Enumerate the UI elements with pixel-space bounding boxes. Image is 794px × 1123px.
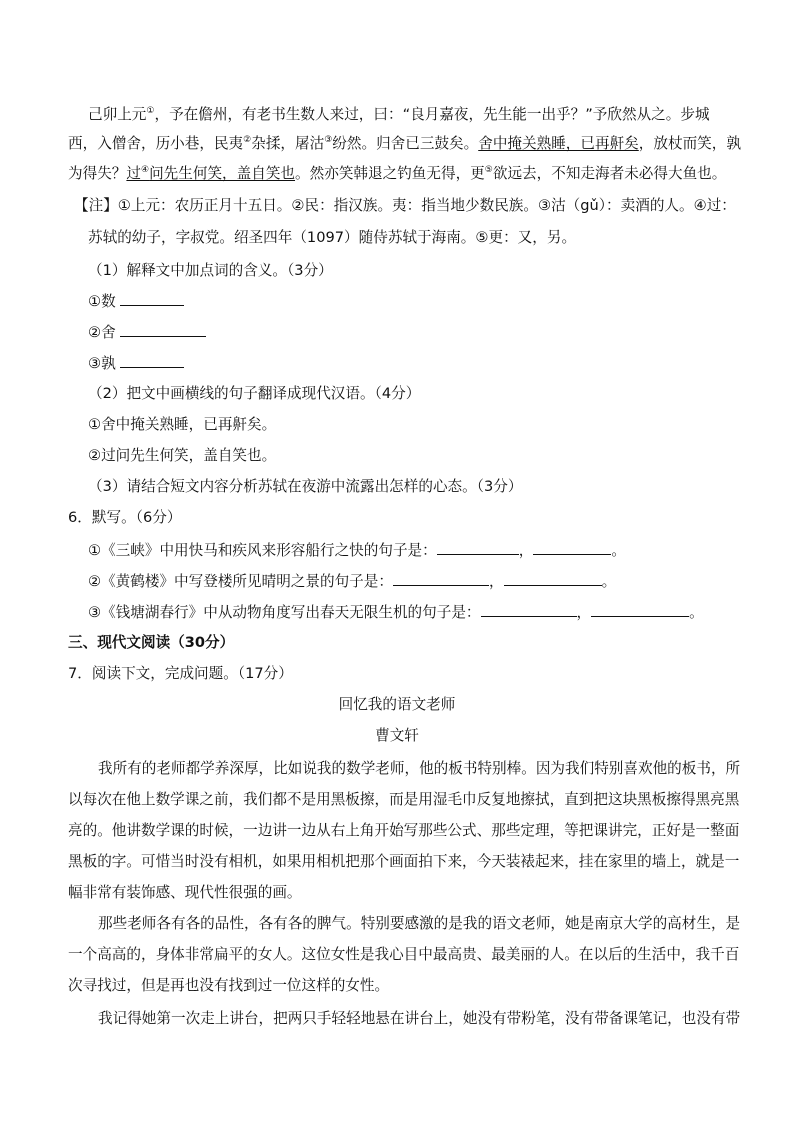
classical-line-3: 为得失？过④问先生何笑，盖自笑也。然亦笑韩退之钓鱼无得，更⑤欲远去，不知走海者未必得大鱼也。 bbox=[68, 165, 727, 182]
answer-blank[interactable] bbox=[393, 571, 489, 586]
classical-line-2: 西，入僧舍，历小巷，民夷②杂揉，屠沽③纷然。归舍已三鼓矣。舍中掩关熟睡，已再鼾矣，放杖而笑，孰 bbox=[68, 135, 741, 152]
paragraph-line: 我所有的老师都学养深厚，比如说我的数学老师，他的板书特别棒。因为我们特别喜欢他的板书，所 bbox=[98, 760, 741, 777]
underlined-sentence-2: 过④问先生何笑，盖自笑也 bbox=[126, 165, 296, 182]
paragraph-line: 幅非常有装饰感、现代性很强的画。 bbox=[68, 884, 302, 901]
question-1: （1）解释文中加点词的含义。（3分） bbox=[88, 262, 333, 279]
question-6b: ②《黄鹤楼》中写登楼所见晴明之景的句子是： ， 。 bbox=[88, 573, 617, 590]
paragraph-line: 那些老师各有各的品性，各有各的脾气。特别要感激的是我的语文老师，她是南京大学的高材生，是 bbox=[98, 915, 741, 932]
paragraph-line: 黑板的字。可惜当时没有相机，如果用相机把那个画面拍下来，今天装裱起来，挂在家里的墙上，就是一 bbox=[68, 853, 740, 870]
answer-blank[interactable] bbox=[437, 540, 519, 555]
answer-blank[interactable] bbox=[481, 602, 577, 617]
section-heading: 三、现代文阅读（30分） bbox=[68, 634, 235, 651]
article-title: 回忆我的语文老师 bbox=[338, 696, 456, 713]
article-author: 曹文轩 bbox=[375, 727, 419, 744]
answer-blank[interactable] bbox=[591, 602, 689, 617]
question-1c: ③孰 bbox=[88, 353, 184, 374]
question-6c: ③《钱塘湖春行》中从动物角度写出春天无限生机的句子是： ， 。 bbox=[88, 604, 704, 621]
paragraph-line: 以每次在他上数学课之前，我们都不是用黑板擦，而是用湿毛巾反复地擦拭，直到把这块黑板擦得黑亮黑 bbox=[68, 791, 740, 808]
question-6a: ①《三峡》中用快马和疾风来形容船行之快的句子是： ， 。 bbox=[88, 542, 626, 559]
underlined-sentence-1: 舍中掩关熟睡，已再鼾矣 bbox=[478, 135, 639, 152]
paragraph-line: 一个高高的，身体非常扁平的女人。这位女性是我心目中最高贵、最美丽的人。在以后的生活中，我千百 bbox=[68, 946, 740, 963]
answer-blank[interactable] bbox=[120, 353, 184, 368]
question-2a: ①舍中掩关熟睡，已再鼾矣。 bbox=[88, 416, 277, 433]
answer-blank[interactable] bbox=[120, 322, 206, 337]
question-6: 6．默写。（6分） bbox=[68, 509, 182, 526]
paragraph-line: 我记得她第一次走上讲台，把两只手轻轻地悬在讲台上，她没有带粉笔，没有带备课笔记，也没有带 bbox=[98, 1010, 741, 1027]
answer-blank[interactable] bbox=[533, 540, 611, 555]
annotation-line-1: 【注】①上元：农历正月十五日。②民：指汉族。夷：指当地少数民族。③沽（gǔ）：卖酒的人。④过： bbox=[74, 197, 736, 214]
question-2: （2）把文中画横线的句子翻译成现代汉语。（4分） bbox=[88, 385, 421, 402]
answer-blank[interactable] bbox=[120, 291, 184, 306]
question-7: 7．阅读下文，完成问题。（17分） bbox=[68, 665, 293, 682]
annotation-line-2: 苏轼的幼子，字叔党。绍圣四年（1097）随侍苏轼于海南。⑤更：又，另。 bbox=[88, 229, 577, 246]
paragraph-line: 亮的。他讲数学课的时候，一边讲一边从右上角开始写那些公式、那些定理，等把课讲完，正好是一整面 bbox=[68, 822, 740, 839]
classical-line-1: 己卯上元①，予在儋州，有老书生数人来过，曰：“良月嘉夜，先生能一出乎？”予欣然从之。步城 bbox=[88, 106, 710, 123]
paragraph-line: 次寻找过，但是再也没有找到过一位这样的女性。 bbox=[68, 977, 390, 994]
question-2b: ②过问先生何笑，盖自笑也。 bbox=[88, 447, 277, 464]
question-3: （3）请结合短文内容分析苏轼在夜游中流露出怎样的心态。（3分） bbox=[88, 478, 523, 495]
question-1a: ①数 bbox=[88, 291, 184, 312]
question-1b: ②舍 bbox=[88, 322, 206, 343]
answer-blank[interactable] bbox=[504, 571, 602, 586]
